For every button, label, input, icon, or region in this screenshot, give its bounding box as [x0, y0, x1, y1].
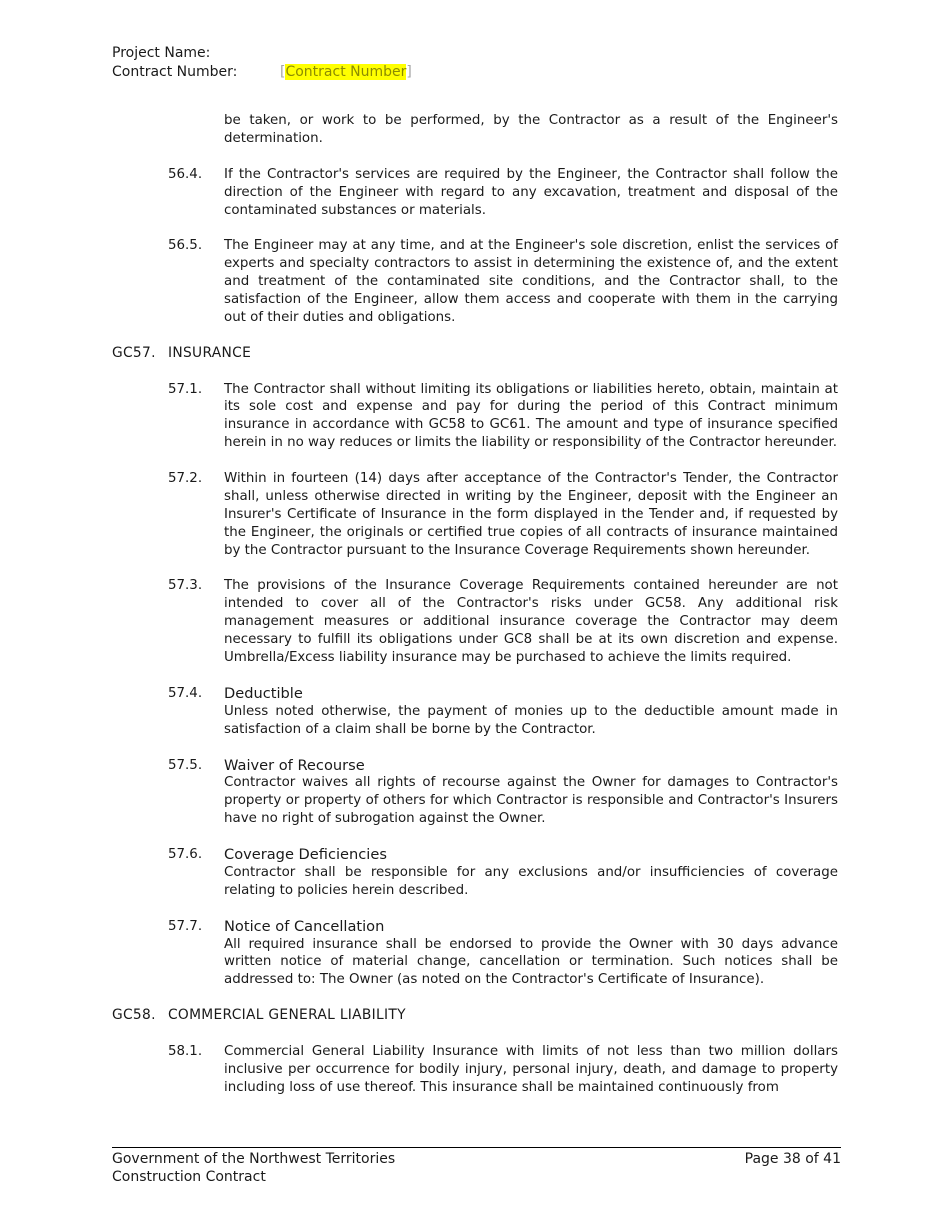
clause-57-1: [112, 381, 838, 453]
page-header: [112, 44, 412, 82]
clause-text: If the Contractor's services are required by the Engineer, the Contractor shall follow the direction of the Engineer with regard to any excavation, treatment and disposal of the contaminated substances or materials.: [224, 166, 838, 218]
contract-number-row: [112, 63, 412, 82]
project-name-label: Project Name:: [112, 45, 211, 61]
clause-number: 57.5.: [168, 757, 203, 773]
clause-number: 57.3.: [168, 578, 203, 594]
clause-57-3: [112, 577, 838, 667]
clause-56-4: [112, 166, 838, 220]
clause-number: 57.6.: [168, 847, 203, 863]
clause-text: The Engineer may at any time, and at the Engineer's sole discretion, enlist the services of experts and specialty contractors to assist in determining the existence of, and the extent and treatment of the contaminated site conditions, and the Contractor shall, to the satisfaction of the Engineer, allow them access and cooperate with them in the carrying out of their duties and obligations.: [224, 238, 838, 325]
clause-subtitle: Deductible: [224, 684, 303, 702]
clause-number: 57.2.: [168, 471, 203, 487]
clause-text: Unless noted otherwise, the payment of monies up to the deductible amount made in satisfaction of a claim shall be borne by the Contractor.: [224, 703, 838, 737]
clause-number: 56.5.: [168, 238, 203, 254]
clause-body: [224, 685, 838, 739]
clause-56-5: [112, 237, 838, 327]
section-number: GC57.: [112, 344, 156, 361]
contract-number-placeholder: Contract Number: [285, 64, 407, 80]
contract-number-field[interactable]: [280, 63, 412, 82]
clause-number: 58.1.: [168, 1043, 203, 1059]
contract-number-open-bracket: [: [280, 64, 286, 80]
section-heading-gc58: [112, 1007, 838, 1025]
clause-57-4: [112, 685, 838, 739]
clause-body: [224, 918, 838, 990]
footer-document-title: Construction Contract: [112, 1169, 266, 1185]
section-heading-gc57: [112, 345, 838, 363]
clause-57-7: [112, 918, 838, 990]
clause-number: 57.7.: [168, 918, 203, 934]
clause-text: The provisions of the Insurance Coverage Requirements contained hereunder are not intended to cover all of the Contractor's risks under GC58. Any additional risk management measures or additional insurance coverage the Contractor may deem necessary to fulfill its obligations under GC8 shall be at its own discretion and expense. Umbrella/Excess liability insurance may be purchased to achieve the limits required.: [224, 578, 838, 666]
contract-number-close-bracket: ]: [406, 64, 412, 80]
clause-body: [224, 757, 838, 829]
clause-subtitle: Coverage Deficiencies: [224, 846, 387, 864]
clause-text: be taken, or work to be performed, by the Contractor as a result of the Engineer's determination.: [224, 113, 838, 146]
clause-57-2: [112, 470, 838, 560]
clause-text: Commercial General Liability Insurance with limits of not less than two million dollars inclusive per occurrence for bodily injury, personal injury, death, and damage to property including loss of use thereof. This insurance shall be maintained continuously from: [224, 1043, 838, 1095]
clause-number: 56.4.: [168, 166, 203, 182]
clause-subtitle: Notice of Cancellation: [224, 917, 385, 935]
clause-number: 57.4.: [168, 685, 203, 701]
clause-56-3-continued: [112, 112, 838, 148]
clause-text: Within in fourteen (14) days after acceptance of the Contractor's Tender, the Contractor shall, unless otherwise directed in writing by the Engineer, deposit with the Engineer an Insurer's Certificate of Insurance in the form displayed in the Tender and, if requested by the Engineer, the originals or certified true copies of all contracts of insurance maintained by the Contractor pursuant to the Insurance Coverage Requirements shown hereunder.: [224, 471, 838, 558]
footer-row: [112, 1150, 841, 1168]
page-number: Page 38 of 41: [744, 1151, 841, 1167]
section-title: COMMERCIAL GENERAL LIABILITY: [168, 1007, 406, 1024]
clause-text: Contractor waives all rights of recourse against the Owner for damages to Contractor's property or property of others for which Contractor is responsible and Contractor's Insurers have no right of subrogation against the Owner.: [224, 775, 838, 827]
footer-organization: Government of the Northwest Territories: [112, 1151, 396, 1167]
clause-57-5: [112, 757, 838, 829]
clause-number: 57.1.: [168, 381, 203, 397]
document-body: [112, 112, 838, 1115]
clause-text: The Contractor shall without limiting its obligations or liabilities hereto, obtain, maintain at its sole cost and expense and pay for during the period of this Contract minimum insurance in accordance with GC58 to GC61. The amount and type of insurance specified herein in no way reduces or limits the liability or responsibility of the Contractor hereunder.: [224, 381, 838, 451]
clause-subtitle: Waiver of Recourse: [224, 756, 365, 774]
section-number: GC58.: [112, 1007, 156, 1024]
clause-58-1: [112, 1043, 838, 1097]
contract-number-label: Contract Number:: [112, 64, 238, 80]
clause-text: All required insurance shall be endorsed to provide the Owner with 30 days advance written notice of material change, cancellation or termination. Such notices shall be addressed to: The Owner (as noted on the Contractor's Certificate of Insurance).: [224, 936, 838, 988]
project-name-row: [112, 44, 412, 63]
clause-body: [224, 846, 838, 900]
clause-57-6: [112, 846, 838, 900]
clause-text: Contractor shall be responsible for any exclusions and/or insufficiencies of coverage relating to policies herein described.: [224, 864, 838, 898]
section-title: INSURANCE: [168, 344, 252, 361]
page-footer: [112, 1147, 841, 1186]
